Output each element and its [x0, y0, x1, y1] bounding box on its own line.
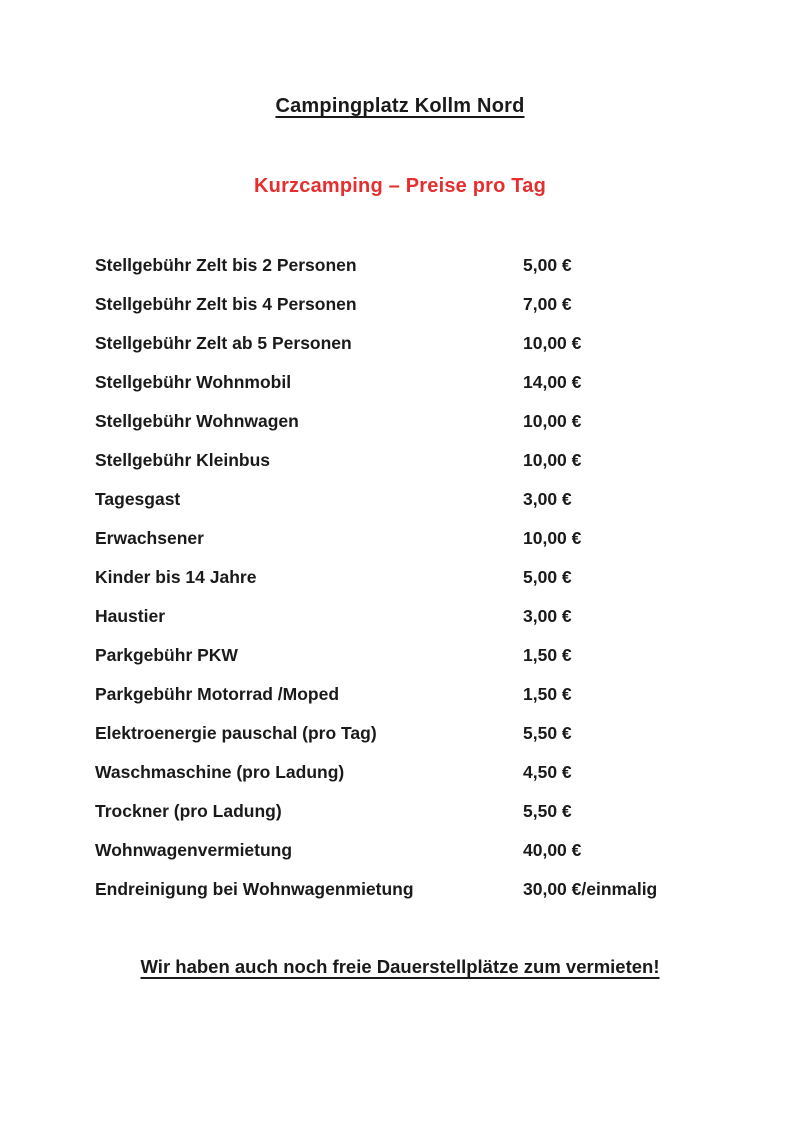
page-footer: Wir haben auch noch freie Dauerstellplätze zum vermieten! [140, 956, 660, 977]
row-price: 1,50 € [523, 645, 572, 665]
row-label: Parkgebühr PKW [95, 645, 238, 665]
row-price: 1,50 € [523, 684, 572, 704]
row-price: 30,00 €/einmalig [523, 879, 658, 899]
table-row [0, 246, 800, 285]
row-price: 5,50 € [523, 801, 572, 821]
table-row [0, 558, 800, 597]
row-price: 3,00 € [523, 489, 572, 509]
row-label: Stellgebühr Zelt bis 4 Personen [95, 294, 357, 314]
row-price: 10,00 € [523, 450, 582, 470]
row-price: 10,00 € [523, 528, 582, 548]
row-label: Parkgebühr Motorrad /Moped [95, 684, 340, 704]
table-row [0, 636, 800, 675]
row-price: 5,00 € [523, 255, 572, 275]
row-price: 4,50 € [523, 762, 572, 782]
row-label: Stellgebühr Kleinbus [95, 450, 271, 470]
table-row [0, 753, 800, 792]
row-label: Stellgebühr Zelt ab 5 Personen [95, 333, 352, 353]
table-row [0, 285, 800, 324]
row-price: 7,00 € [523, 294, 572, 314]
row-price: 5,00 € [523, 567, 572, 587]
table-row [0, 597, 800, 636]
row-label: Kinder bis 14 Jahre [95, 567, 257, 587]
table-row [0, 363, 800, 402]
table-row [0, 480, 800, 519]
row-price: 10,00 € [523, 411, 582, 431]
row-price: 3,00 € [523, 606, 572, 626]
row-label: Trockner (pro Ladung) [95, 801, 282, 821]
page-subtitle: Kurzcamping – Preise pro Tag [254, 175, 546, 197]
table-row [0, 402, 800, 441]
table-row [0, 714, 800, 753]
row-price: 40,00 € [523, 840, 582, 860]
row-label: Waschmaschine (pro Ladung) [95, 762, 345, 782]
row-label: Endreinigung bei Wohnwagenmietung [95, 879, 414, 899]
row-label: Haustier [95, 606, 166, 626]
table-row [0, 441, 800, 480]
table-row [0, 675, 800, 714]
table-row [0, 519, 800, 558]
table-row [0, 870, 800, 909]
table-row [0, 792, 800, 831]
price-table [0, 246, 800, 909]
row-label: Wohnwagenvermietung [95, 840, 293, 860]
row-label: Stellgebühr Zelt bis 2 Personen [95, 255, 357, 275]
row-label: Erwachsener [95, 528, 204, 548]
row-price: 14,00 € [523, 372, 582, 392]
row-label: Stellgebühr Wohnwagen [95, 411, 299, 431]
page-title: Campingplatz Kollm Nord [275, 95, 525, 117]
table-row [0, 324, 800, 363]
row-label: Stellgebühr Wohnmobil [95, 372, 292, 392]
row-label: Elektroenergie pauschal (pro Tag) [95, 723, 377, 743]
row-label: Tagesgast [95, 489, 181, 509]
row-price: 10,00 € [523, 333, 582, 353]
row-price: 5,50 € [523, 723, 572, 743]
table-row [0, 831, 800, 870]
